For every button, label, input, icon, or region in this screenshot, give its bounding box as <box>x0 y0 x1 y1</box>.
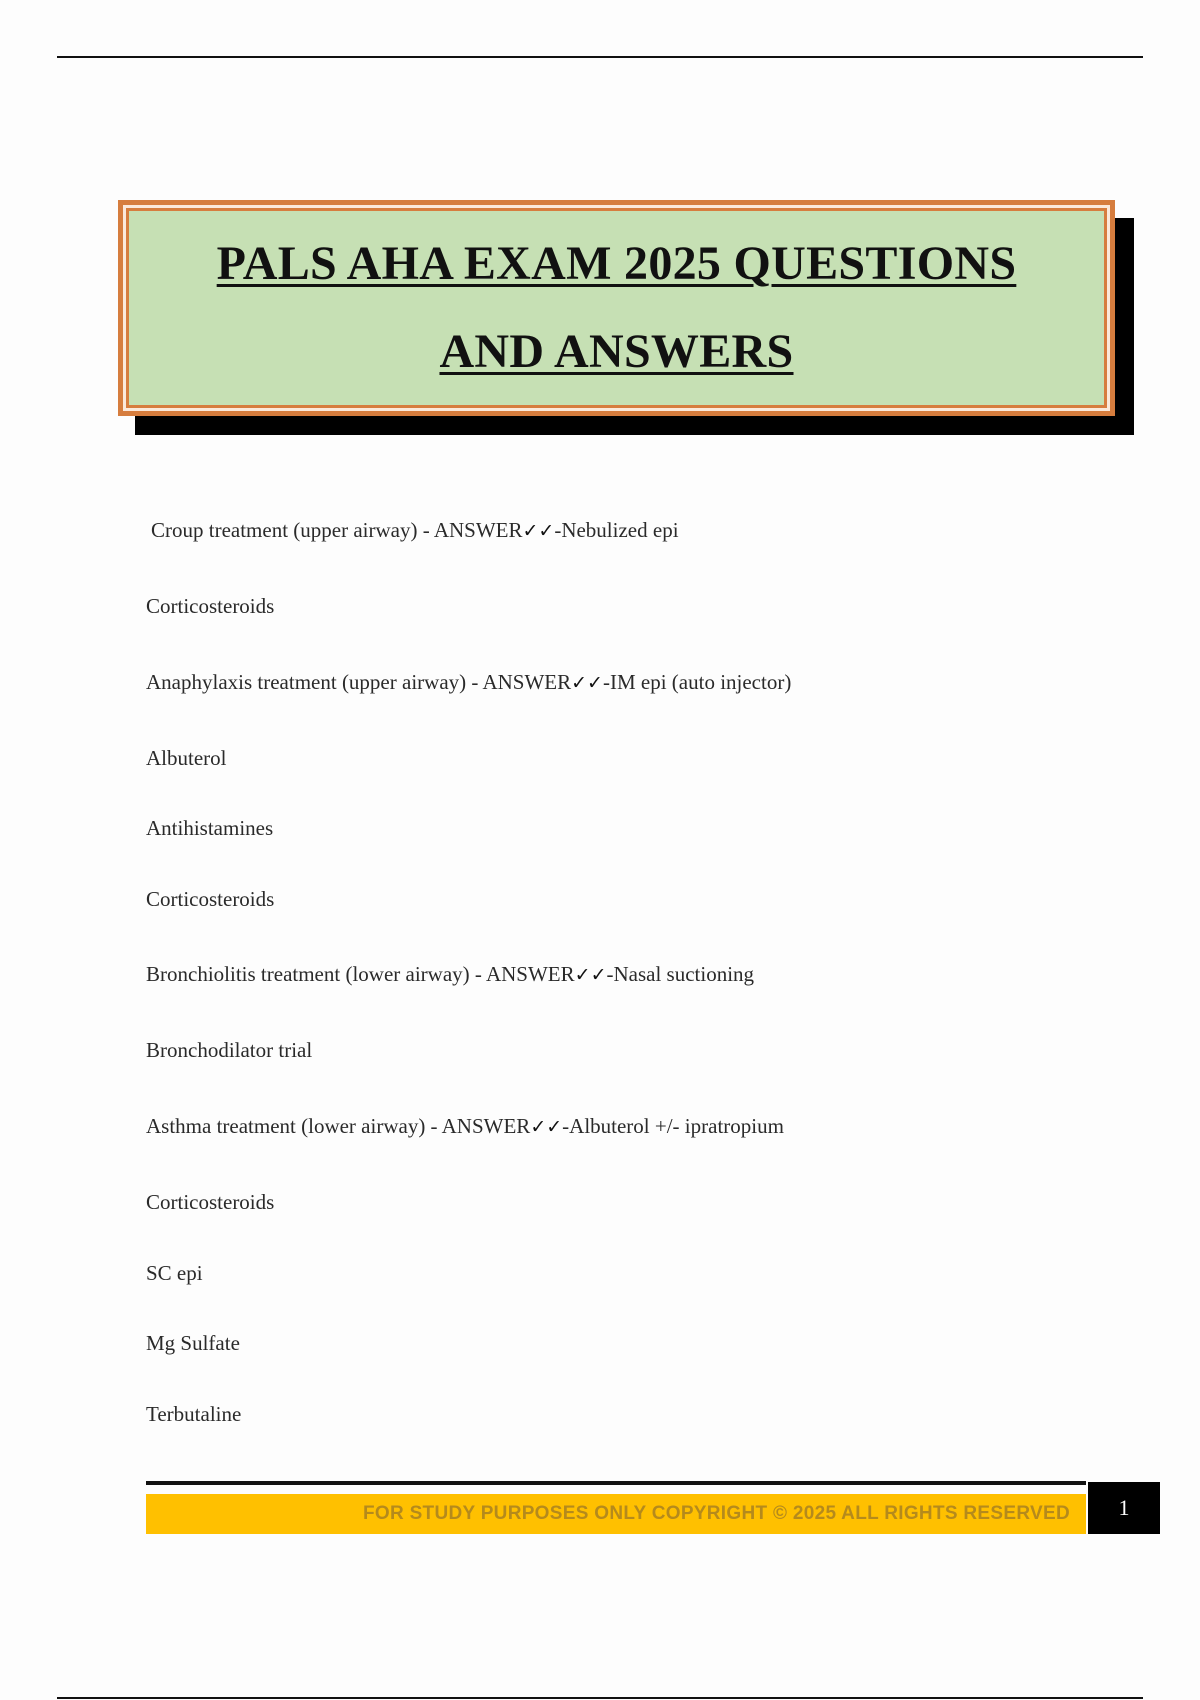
answer-text: -Albuterol +/- ipratropium <box>562 1114 784 1138</box>
answer-text: -Nasal suctioning <box>606 962 755 986</box>
answer-line: Corticosteroids <box>146 1190 275 1214</box>
footer-rule <box>146 1481 1086 1485</box>
question-text: Anaphylaxis treatment (upper airway) - ANSWER <box>146 670 572 694</box>
double-check-icon: ✓✓ <box>530 1116 563 1138</box>
answer-line: Albuterol <box>146 746 227 770</box>
qa-entry <box>146 962 754 987</box>
qa-entry <box>146 670 791 695</box>
double-check-icon: ✓✓ <box>522 520 555 542</box>
answer-line: Mg Sulfate <box>146 1331 240 1355</box>
double-check-icon: ✓✓ <box>571 672 603 694</box>
page-number: 1 <box>1118 1495 1130 1520</box>
bottom-rule <box>57 1697 1143 1699</box>
title-box <box>118 200 1115 416</box>
qa-entry <box>151 518 679 543</box>
answer-line: Corticosteroids <box>146 594 275 618</box>
top-rule <box>57 56 1143 58</box>
question-text: Asthma treatment (lower airway) - ANSWER <box>146 1114 531 1138</box>
footer-copyright: FOR STUDY PURPOSES ONLY COPYRIGHT © 2025 ALL RIGHTS RESERVED <box>362 1503 1070 1524</box>
question-text: Bronchiolitis treatment (lower airway) - ANSWER <box>146 962 575 986</box>
title-line-1: PALS AHA EXAM 2025 QUESTIONS <box>216 237 1017 290</box>
qa-entry <box>146 1114 784 1139</box>
answer-line: Antihistamines <box>146 816 274 840</box>
answer-line: Corticosteroids <box>146 887 275 911</box>
question-text: Croup treatment (upper airway) - ANSWER <box>151 518 523 542</box>
title-line-2: AND ANSWERS <box>439 325 794 378</box>
answer-line: Bronchodilator trial <box>146 1038 313 1062</box>
footer-bar <box>146 1494 1086 1534</box>
answer-line: Terbutaline <box>146 1402 242 1426</box>
answer-text: -IM epi (auto injector) <box>602 670 792 694</box>
answer-line: SC epi <box>146 1261 203 1285</box>
answer-text: -Nebulized epi <box>554 518 679 542</box>
double-check-icon: ✓✓ <box>574 964 607 986</box>
page-number-box <box>1088 1482 1160 1534</box>
